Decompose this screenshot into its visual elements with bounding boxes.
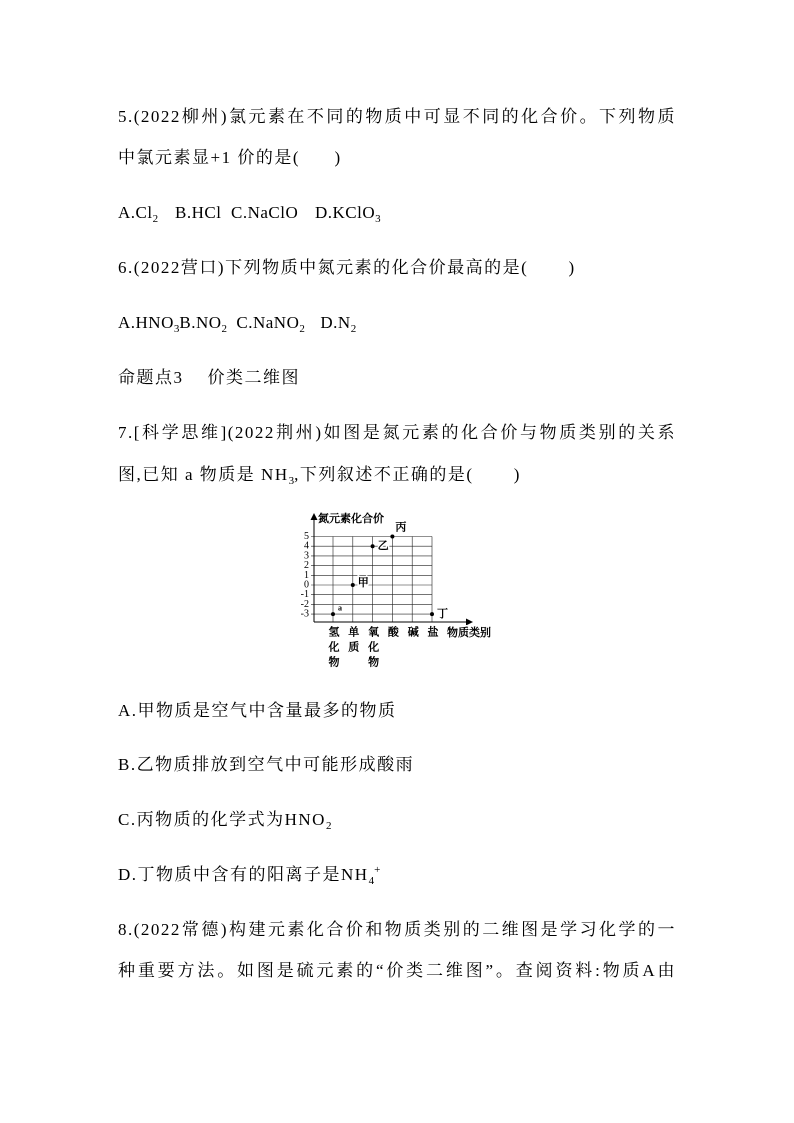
section-label: 命题点3	[118, 368, 184, 387]
option-label: A.	[118, 203, 136, 222]
q8-stem-line-2: 种重要方法。如图是硫元素的“价类二维图”。查阅资料:物质A由	[118, 961, 676, 980]
option-label: A.	[118, 313, 136, 332]
chemical-formula: Cl	[135, 203, 153, 222]
data-point-label: 甲	[357, 577, 369, 589]
q7-option-a: A.甲物质是空气中含量最多的物质	[118, 701, 397, 720]
option-label: B.	[175, 203, 192, 222]
chemical-formula: N	[337, 313, 351, 332]
option-label: D.	[320, 313, 338, 332]
q6-option-d	[320, 312, 356, 334]
formula-subscript: 3	[375, 213, 381, 225]
chemical-formula: HCl	[191, 203, 222, 222]
option-text: C.丙物质的化学式为	[118, 810, 285, 829]
x-category-label: 氧化物	[366, 626, 379, 671]
q7-option-d	[118, 864, 380, 886]
q6-options	[118, 312, 356, 334]
option-label: B.	[179, 313, 196, 332]
x-category-label: 盐	[426, 626, 438, 641]
q6-stem: 6.(2022营口)下列物质中氮元素的化合价最高的是( )	[118, 258, 576, 277]
q7-option-c	[118, 809, 331, 831]
y-tick-label: 4	[304, 540, 309, 552]
y-tick-label: 5	[304, 531, 309, 542]
y-tick-label: -2	[300, 598, 309, 610]
q7-stem-line-2	[118, 464, 521, 486]
x-category-label: 单质	[346, 626, 359, 656]
chemical-formula: KClO	[332, 203, 376, 222]
data-point	[430, 612, 434, 616]
q6-option-a	[118, 312, 179, 334]
q5-option-d	[315, 202, 381, 224]
data-point	[390, 535, 394, 539]
chemical-formula: NO	[195, 313, 222, 332]
option-label: D.	[315, 203, 333, 222]
q5-options	[118, 202, 381, 224]
chemical-formula: HNO	[135, 313, 174, 332]
data-point-label: 乙	[377, 540, 389, 553]
nitrogen-valence-category-chart	[290, 505, 505, 677]
x-category-label: 酸	[386, 626, 399, 641]
x-axis-label: 物质类别	[447, 627, 491, 639]
y-tick-label: 2	[304, 560, 309, 572]
chemical-formula: NaClO	[247, 203, 299, 222]
x-category-label: 碱	[406, 626, 419, 641]
y-tick-label: -1	[300, 589, 309, 601]
formula-subscript: 2	[325, 820, 332, 832]
q7-option-b: B.乙物质排放到空气中可能形成酸雨	[118, 755, 415, 774]
q6-option-c	[236, 312, 320, 334]
y-tick-label: 0	[304, 579, 309, 591]
formula-subscript: 3	[288, 475, 295, 487]
chemical-formula: NH	[341, 865, 369, 884]
q5-option-c	[231, 202, 315, 224]
stem-text: 图,已知 a 物质是	[118, 465, 262, 484]
formula-subscript: 4	[368, 875, 375, 887]
ion-charge-superscript: +	[374, 864, 381, 876]
q5-stem-line-2: 中氯元素显+1 价的是( )	[118, 148, 342, 167]
chemical-formula: HNO	[284, 810, 326, 829]
chemical-formula: NH	[261, 465, 289, 484]
data-point	[331, 612, 335, 616]
section-heading	[118, 367, 300, 389]
formula-subscript: 2	[299, 323, 305, 335]
option-text: D.丁物质中含有的阳离子是	[118, 865, 342, 884]
data-point	[351, 583, 355, 587]
y-tick-label: -3	[300, 608, 309, 620]
option-label: C.	[231, 203, 248, 222]
q5-stem-line-1: 5.(2022柳州)氯元素在不同的物质中可显不同的化合价。下列物质	[118, 107, 676, 126]
data-point-label: 丙	[395, 521, 407, 534]
q7-stem-line-1: 7.[科学思维](2022荆州)如图是氮元素的化合价与物质类别的关系	[118, 423, 676, 442]
stem-text: ,下列叙述不正确的是( )	[294, 465, 521, 484]
y-axis-label: 氮元素化合价	[318, 513, 384, 525]
formula-subscript: 3	[173, 323, 180, 335]
x-category-label: 氢化物	[327, 626, 339, 671]
y-tick-label: 1	[304, 569, 309, 581]
data-point-label: 丁	[437, 608, 448, 621]
q8-stem-line-1: 8.(2022常德)构建元素化合价和物质类别的二维图是学习化学的一	[118, 920, 676, 939]
chemical-formula: NaNO	[252, 313, 300, 332]
q6-option-b	[179, 312, 236, 334]
option-label: C.	[236, 313, 253, 332]
formula-subscript: 2	[350, 323, 357, 335]
data-point	[371, 544, 375, 548]
q5-option-b	[175, 202, 231, 224]
section-title: 价类二维图	[207, 368, 300, 387]
formula-subscript: 2	[152, 213, 159, 225]
formula-subscript: 2	[221, 323, 228, 335]
y-tick-label: 3	[304, 550, 309, 562]
q5-option-a	[118, 202, 175, 224]
data-point-label: a	[338, 603, 342, 613]
